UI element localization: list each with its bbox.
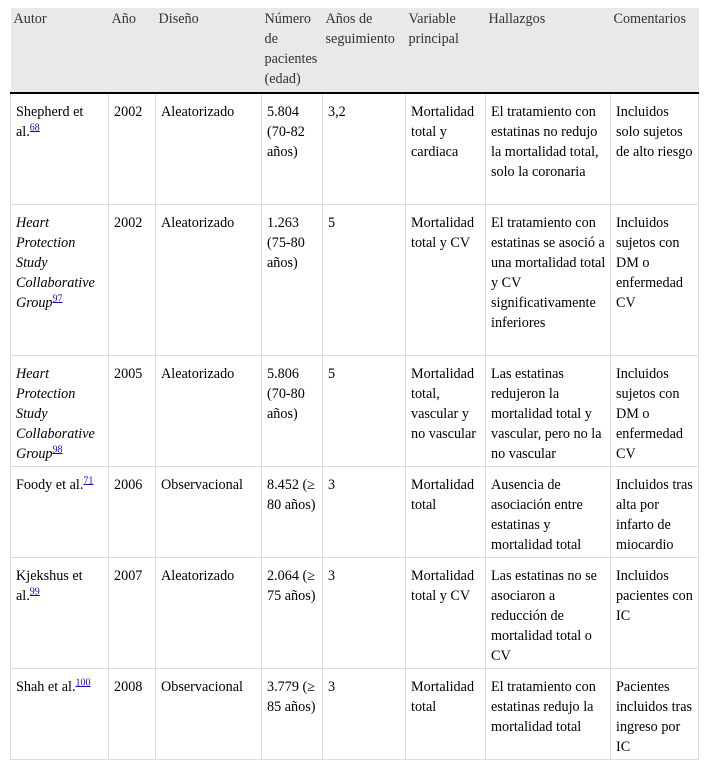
- cell-followup: 3: [323, 466, 406, 557]
- header-year: Año: [109, 8, 156, 93]
- reference-link[interactable]: 98: [52, 443, 63, 455]
- cell-design: Aleatorizado: [156, 93, 262, 204]
- cell-followup: 3,2: [323, 93, 406, 204]
- cell-followup: 3: [323, 668, 406, 759]
- header-design: Diseño: [156, 8, 262, 93]
- cell-findings: Las estatinas redujeron la mortalidad total y vascular, pero no la no vascular: [486, 355, 611, 466]
- cell-followup: 5: [323, 204, 406, 355]
- cell-author: Foody et al.$^{71}$: [11, 466, 109, 557]
- studies-table-container: [10, 8, 698, 760]
- cell-design: Observacional: [156, 466, 262, 557]
- reference-link[interactable]: 97: [52, 292, 63, 304]
- cell-design: Aleatorizado: [156, 355, 262, 466]
- cell-author: Shepherd et al.$^{68}$: [11, 93, 109, 204]
- table-row: [11, 557, 699, 668]
- cell-comments: Incluidos tras alta por infarto de miocardio: [611, 466, 699, 557]
- cell-variable: Mortalidad total y cardiaca: [406, 93, 486, 204]
- cell-comments: Incluidos sujetos con DM o enfermedad CV: [611, 204, 699, 355]
- table-row: [11, 93, 699, 204]
- cell-variable: Mortalidad total y CV: [406, 557, 486, 668]
- header-comments: Comentarios: [611, 8, 699, 93]
- cell-variable: Mortalidad total, vascular y no vascular: [406, 355, 486, 466]
- cell-findings: Ausencia de asociación entre estatinas y mortalidad total: [486, 466, 611, 557]
- header-patients: Número de pacientes (edad): [262, 8, 323, 93]
- cell-patients: 1.263 (75-80 años): [262, 204, 323, 355]
- cell-comments: Incluidos solo sujetos de alto riesgo: [611, 93, 699, 204]
- cell-year: 2002: [109, 93, 156, 204]
- cell-year: 2005: [109, 355, 156, 466]
- header-author: Autor: [11, 8, 109, 93]
- cell-author: Shah et al.$^{100}$: [11, 668, 109, 759]
- cell-year: 2006: [109, 466, 156, 557]
- cell-year: 2002: [109, 204, 156, 355]
- cell-patients: 2.064 (≥ 75 años): [262, 557, 323, 668]
- cell-author: Heart Protection Study Collaborative Group$^{98}$: [11, 355, 109, 466]
- reference-link[interactable]: 68: [29, 122, 40, 134]
- cell-comments: Pacientes incluidos tras ingreso por IC: [611, 668, 699, 759]
- cell-comments: Incluidos sujetos con DM o enfermedad CV: [611, 355, 699, 466]
- cell-patients: 3.779 (≥ 85 años): [262, 668, 323, 759]
- header-findings: Hallazgos: [486, 8, 611, 93]
- cell-comments: Incluidos pacientes con IC: [611, 557, 699, 668]
- cell-patients: 5.804 (70-82 años): [262, 93, 323, 204]
- cell-design: Aleatorizado: [156, 557, 262, 668]
- cell-design: Observacional: [156, 668, 262, 759]
- table-row: [11, 204, 699, 355]
- reference-link[interactable]: 99: [29, 585, 40, 597]
- cell-year: 2007: [109, 557, 156, 668]
- reference-link[interactable]: 100: [75, 676, 91, 688]
- table-row: [11, 466, 699, 557]
- cell-year: 2008: [109, 668, 156, 759]
- reference-link[interactable]: 71: [83, 474, 94, 486]
- header-followup: Años de seguimiento: [323, 8, 406, 93]
- header-variable: Variable principal: [406, 8, 486, 93]
- table-row: [11, 668, 699, 759]
- cell-findings: El tratamiento con estatinas se asoció a una mortalidad total y CV significativamente inferiores: [486, 204, 611, 355]
- cell-variable: Mortalidad total: [406, 668, 486, 759]
- header-row: [11, 8, 699, 93]
- cell-design: Aleatorizado: [156, 204, 262, 355]
- cell-variable: Mortalidad total y CV: [406, 204, 486, 355]
- cell-findings: El tratamiento con estatinas no redujo la mortalidad total, solo la coronaria: [486, 93, 611, 204]
- cell-followup: 3: [323, 557, 406, 668]
- studies-table: [10, 8, 699, 760]
- table-row: [11, 355, 699, 466]
- cell-variable: Mortalidad total: [406, 466, 486, 557]
- cell-findings: El tratamiento con estatinas redujo la mortalidad total: [486, 668, 611, 759]
- cell-followup: 5: [323, 355, 406, 466]
- cell-patients: 8.452 (≥ 80 años): [262, 466, 323, 557]
- cell-findings: Las estatinas no se asociaron a reducción de mortalidad total o CV: [486, 557, 611, 668]
- cell-author: Heart Protection Study Collaborative Group$^{97}$: [11, 204, 109, 355]
- cell-patients: 5.806 (70-80 años): [262, 355, 323, 466]
- cell-author: Kjekshus et al.$^{99}$: [11, 557, 109, 668]
